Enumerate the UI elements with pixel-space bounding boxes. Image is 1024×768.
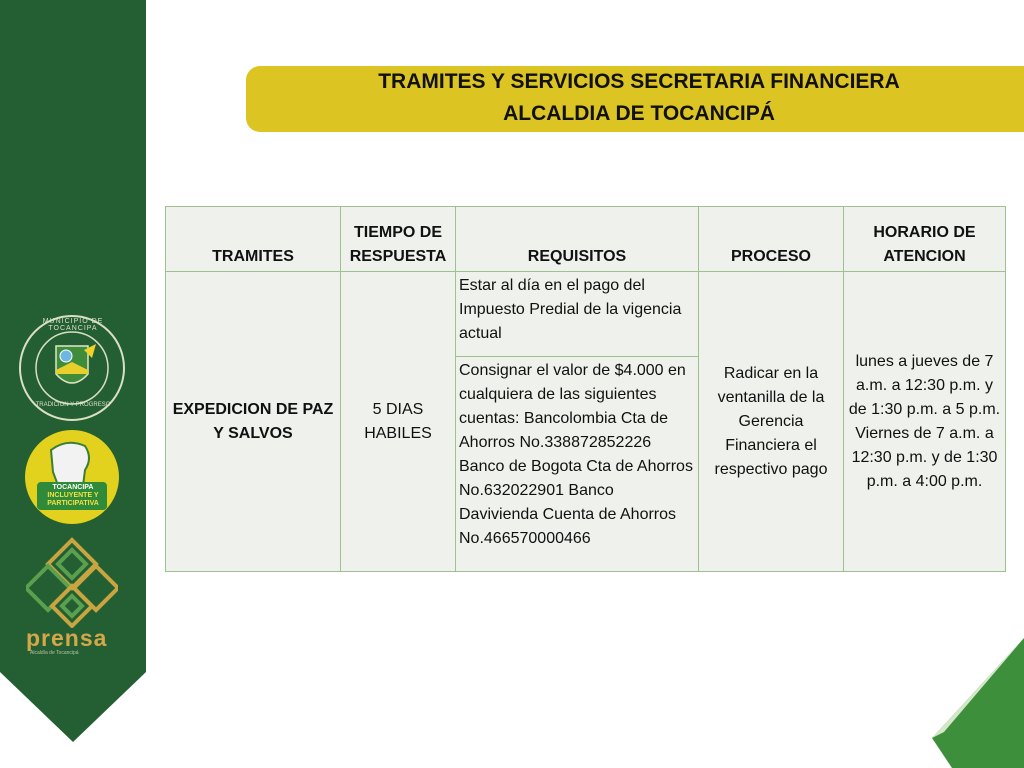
cell-tramite: EXPEDICION DE PAZ Y SALVOS (166, 272, 341, 572)
badge-line1: TOCANCIPA (52, 484, 94, 491)
prensa-pattern-icon (26, 536, 118, 628)
cell-requisito-1: Estar al día en el pago del Impuesto Predial de la vigencia actual (456, 272, 699, 357)
sidebar (0, 0, 146, 768)
prensa-label: prensa (26, 625, 108, 651)
page-title (246, 66, 1024, 130)
prensa-sub: Alcaldía de Tocancipá (30, 650, 79, 656)
cell-proceso: Radicar en la ventanilla de la Gerencia Financiera el respectivo pago (699, 272, 844, 572)
header-proceso: PROCESO (699, 207, 844, 272)
tramites-table (165, 206, 1006, 572)
header-tramites: TRAMITES (166, 207, 341, 272)
title-line1: TRAMITES Y SERVICIOS SECRETARIA FINANCIERA (378, 70, 900, 93)
cell-tiempo: 5 DIAS HABILES (341, 272, 456, 572)
badge-line2: INCLUYENTE Y (47, 492, 99, 499)
cell-horario: lunes a jueves de 7 a.m. a 12:30 p.m. y de 1:30 p.m. a 5 p.m. Viernes de 7 a.m. a 12:30 p.m. y de 1:30 p.m. a 4:00 p.m. (844, 272, 1006, 572)
title-line2: ALCALDIA DE TOCANCIPÁ (503, 102, 775, 125)
badge-line3: PARTICIPATIVA (47, 500, 99, 507)
table-header-row (166, 207, 1006, 272)
tocancipa-badge-icon (23, 428, 121, 526)
badge-text (37, 484, 109, 508)
table-row (166, 272, 1006, 357)
header-requisitos: REQUISITOS (456, 207, 699, 272)
corner-decoration (924, 628, 1024, 768)
header-horario: HORARIO DE ATENCION (844, 207, 1006, 272)
seal-text-bottom: TRADICION Y PROGRESO (35, 402, 111, 408)
seal-text-top: MUNICIPIO DE TOCANCIPA (42, 318, 104, 332)
cell-requisito-2: Consignar el valor de $4.000 en cualquiera de las siguientes cuentas: Bancolombia Cta de Ahorros No.338872852226 Banco de Bogota Cta de Ahorros No.632022901 Banco Davivienda Cuenta de Ahorros No.466570000466 (456, 357, 699, 572)
header-tiempo: TIEMPO DE RESPUESTA (341, 207, 456, 272)
